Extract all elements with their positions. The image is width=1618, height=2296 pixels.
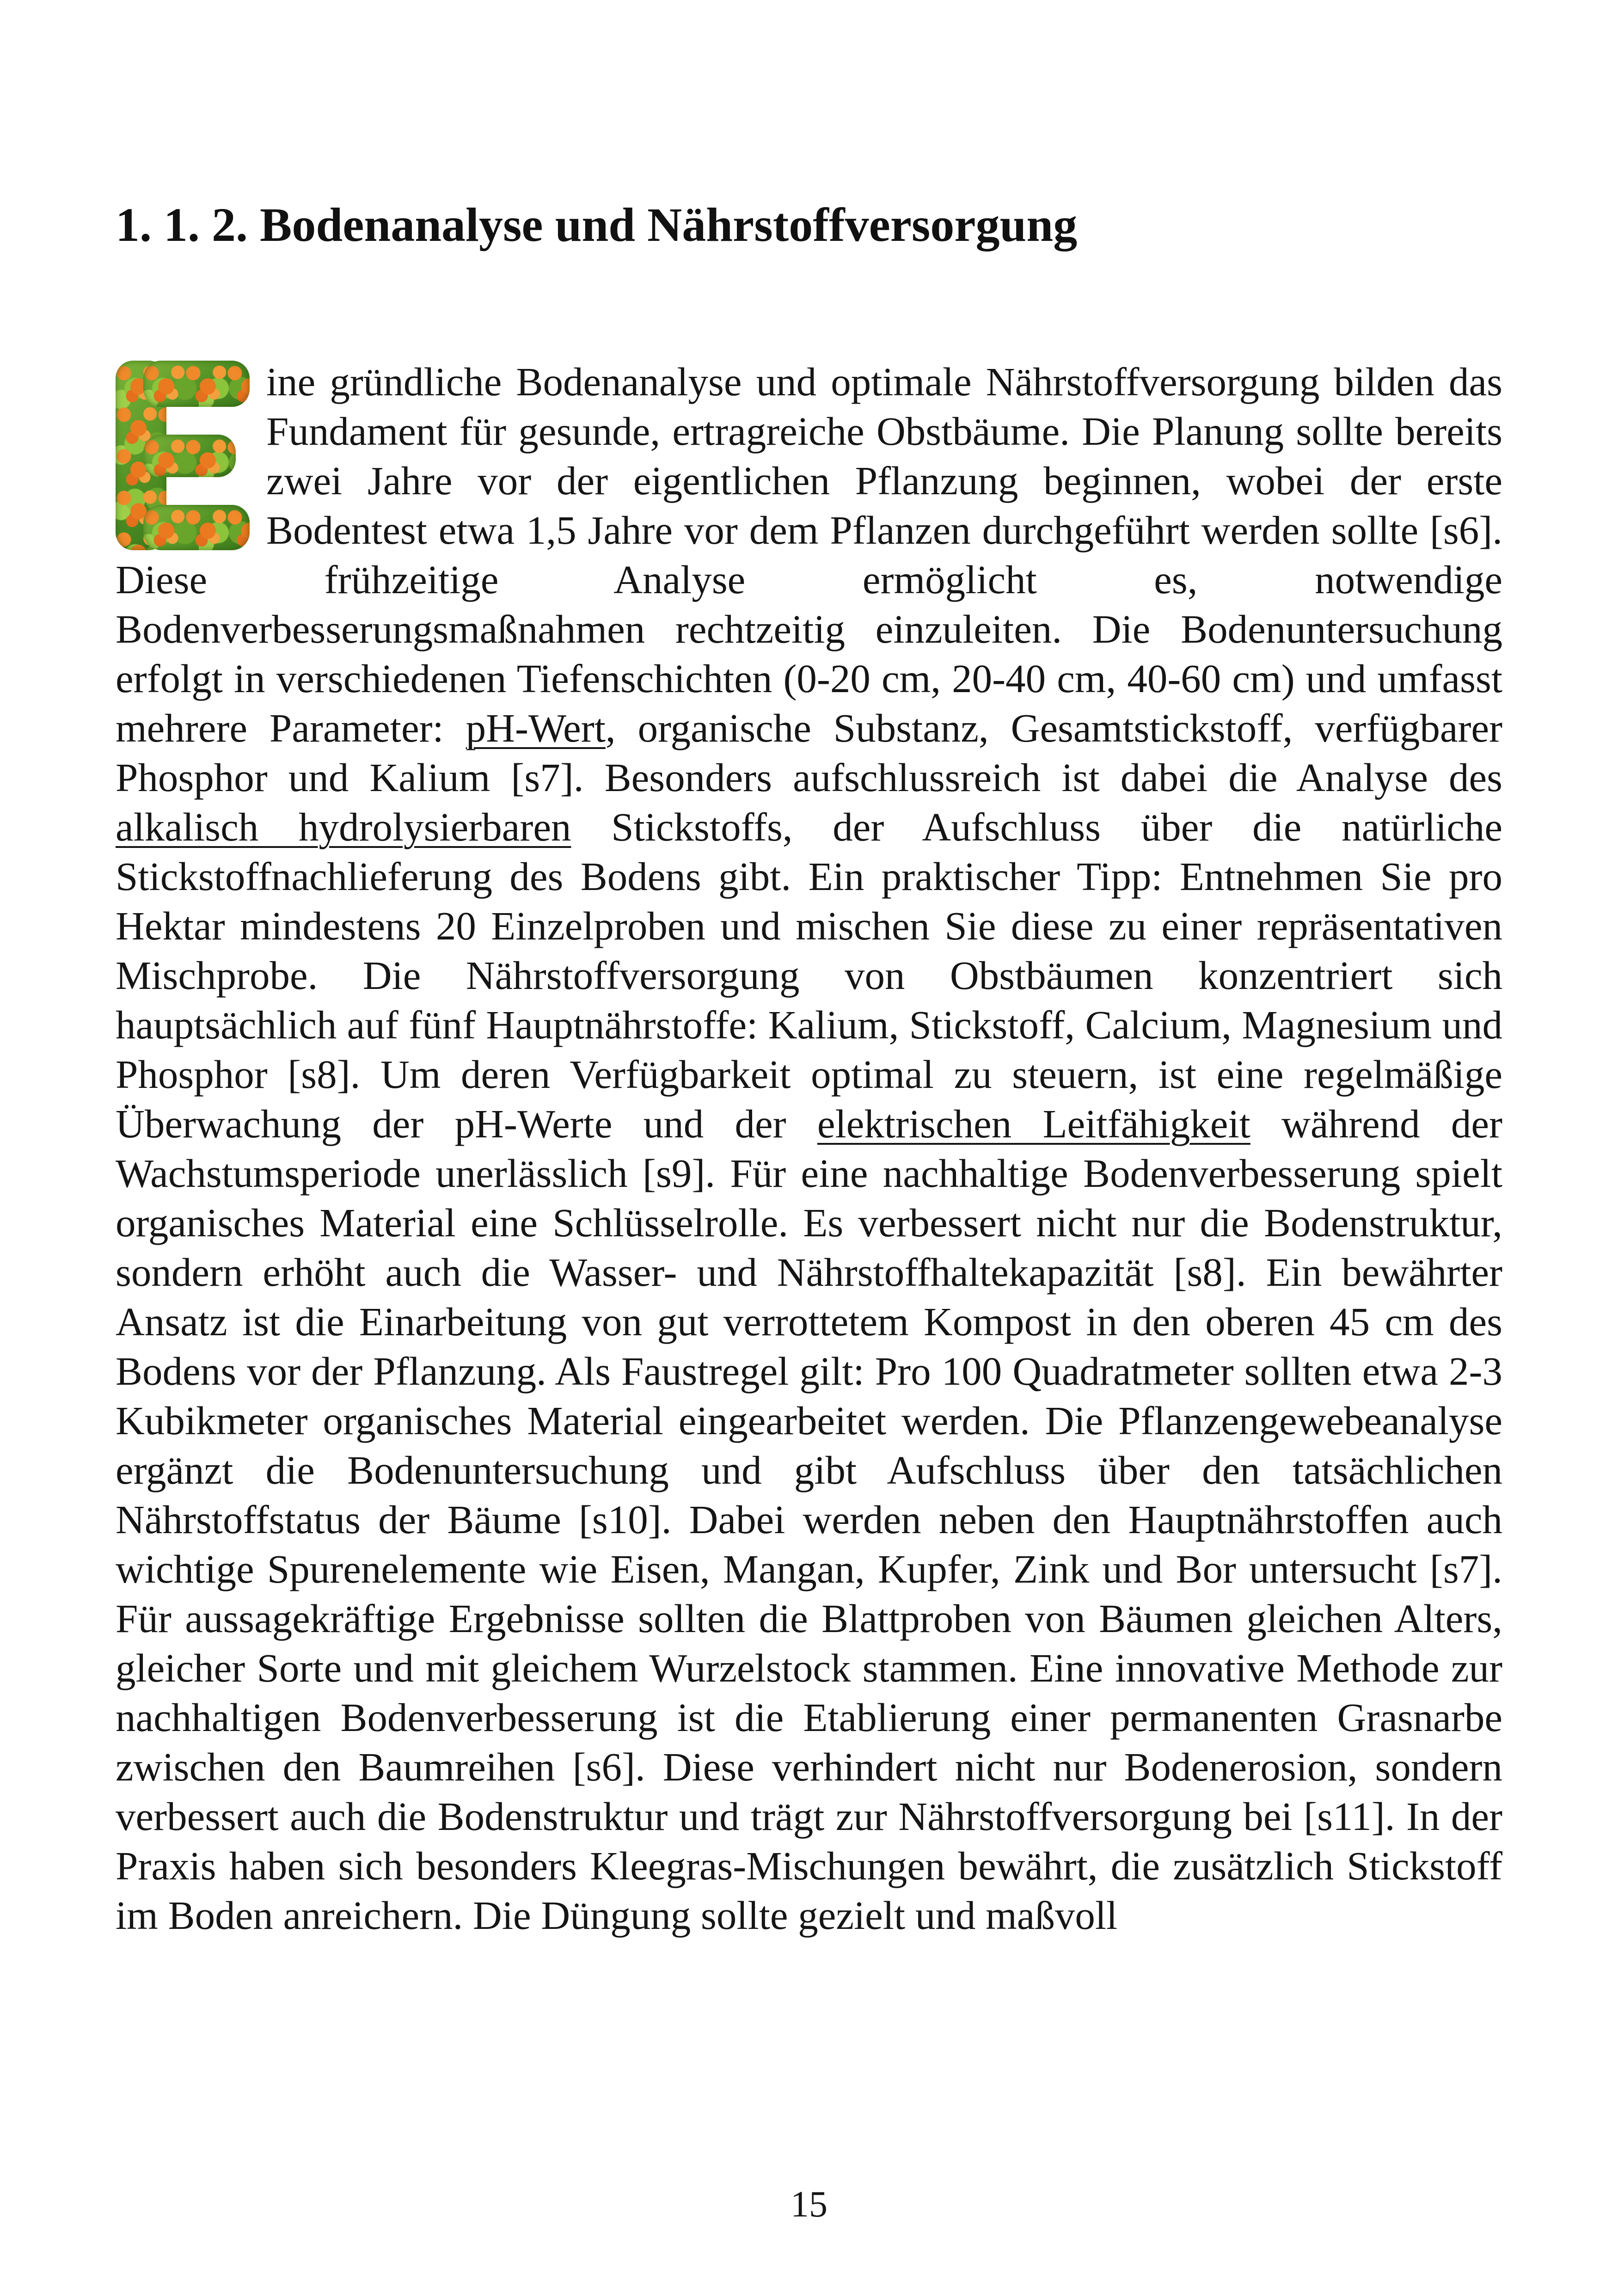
body-paragraph (116, 357, 1502, 1940)
drop-cap-top-arm (143, 361, 250, 407)
underlined-term-elektrischen-leitfaehigkeit: elektrischen Leitfähigkeit (817, 1101, 1250, 1146)
underlined-term-ph-wert: pH-Wert (466, 706, 606, 750)
section-heading: 1. 1. 2. Bodenanalyse und Nährstoffversorgung (116, 198, 1078, 252)
underlined-term-alkalisch-hydrolysierbaren: alkalisch hydrolysierbaren (116, 804, 571, 849)
body-text-segment: während der Wachstumsperiode unerlässlich [s9]. Für eine nachhaltige Bodenverbesserung spielt organisches Material eine Schlüsselrolle. Es verbessert nicht nur die Bodenstruktur, sondern erhöht auch die Wasser- und Nährstoffhaltekapazität [s8]. Ein bewährter Ansatz ist die Einarbeitung von gut verrottetem Kompost in den oberen 45 cm des Bodens vor der Pflanzung. Als Faustregel gilt: Pro 100 Quadratmeter sollten etwa 2-3 Kubikmeter organisches Material eingearbeitet werden. Die Pflanzengewebeanalyse ergänzt die Bodenuntersuchung und gibt Aufschluss über den tatsächlichen Nährstoffstatus der Bäume [s10]. Dabei werden neben den Hauptnährstoffen auch wichtige Spurenelemente wie Eisen, Mangan, Kupfer, Zink und Bor untersucht [s7]. Für aussagekräftige Ergebnisse sollten die Blattproben von Bäumen gleichen Alters, gleicher Sorte und mit gleichem Wurzelstock stammen. Eine innovative Methode zur nachhaltigen Bodenverbesserung ist die Etablierung einer permanenten Grasnarbe zwischen den Baumreihen [s6]. Diese verhindert nicht nur Bodenerosion, sondern verbessert auch die Bodenstruktur und trägt zur Nährstoffversorgung bei [s11]. In der Praxis haben sich besonders Kleegras-Mischungen bewährt, die zusätzlich Stickstoff im Boden anreichern. Die Düngung sollte gezielt und maßvoll (116, 1101, 1502, 1938)
body-text-segment: , organische Substanz, Gesamtstickstoff, verfügbarer Phosphor und Kalium [s7]. Besonders aufschlussreich ist dabei die Analyse des (116, 706, 1503, 800)
body-text-segment: Stickstoffs, der Aufschluss über die natürliche Stickstoffnachlieferung des Bodens gibt. Ein praktischer Tipp: Entnehmen Sie pro Hektar mindestens 20 Einzelproben und mischen Sie diese zu einer repräsentativen Mischprobe. Die Nährstoffversorgung von Obstbäumen konzentriert sich hauptsächlich auf fünf Hauptnährstoffe: Kalium, Stickstoff, Calcium, Magnesium und Phosphor [s8]. Um deren Verfügbarkeit optimal zu steuern, ist eine regelmäßige Überwachung der pH-Werte und der (116, 804, 1502, 1146)
drop-cap-e (116, 361, 250, 550)
page-number: 15 (791, 2184, 827, 2225)
drop-cap-middle-arm (143, 435, 236, 477)
body-text-segment: ine gründliche Bodenanalyse und optimale Nährstoffversorgung bilden das Fundament für gesunde, ertragreiche Obstbäume. Die Planung sollte bereits zwei Jahre vor der eigentlichen Pflanzung beginnen, wobei der erste Bodentest etwa 1,5 Jahre vor dem Pflanzen durchgeführt werden sollte [s6]. Diese frühzeitige Analyse ermöglicht es, notwendige Bodenverbesserungsmaßnahmen rechtzeitig einzuleiten. Die Bodenuntersuchung erfolgt in verschiedenen Tiefenschichten (0-20 cm, 20-40 cm, 40-60 cm) und umfasst mehrere Parameter: (116, 359, 1502, 750)
drop-cap-bottom-arm (143, 505, 250, 550)
